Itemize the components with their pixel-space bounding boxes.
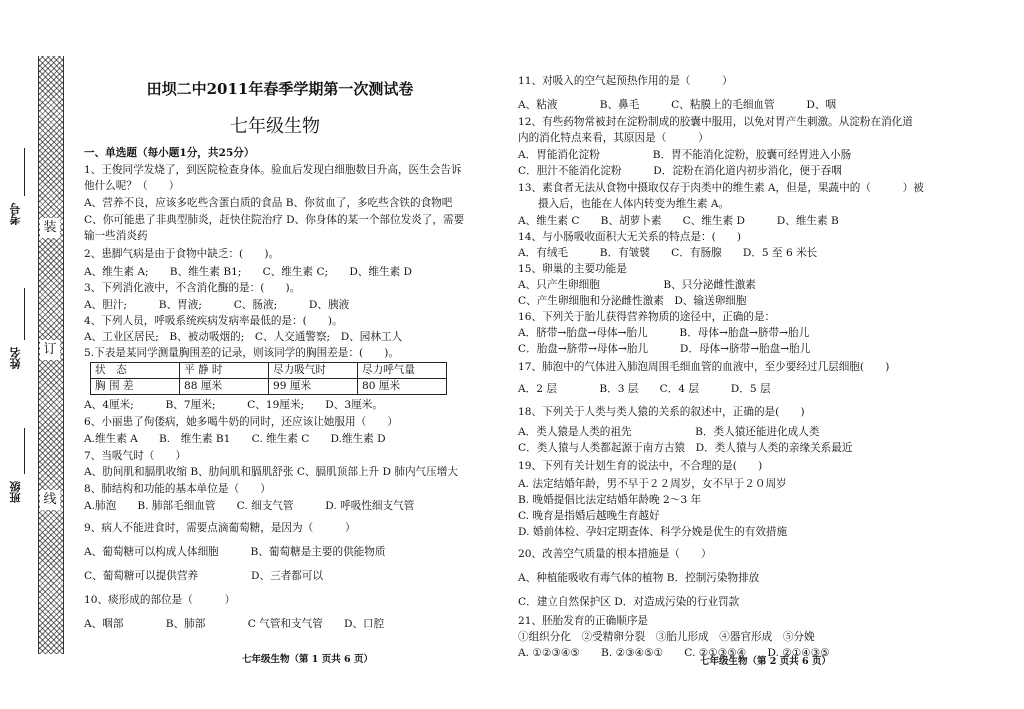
option-line: A.维生素 A B. 维生素 B1 C. 维生素 C D.维生素 D xyxy=(84,433,386,445)
question-line: 14、与小肠吸收面积大无关系的特点是：( ) xyxy=(518,231,742,243)
option-line: 输一些消炎药 xyxy=(84,230,148,242)
table-cell: 胸 围 差 xyxy=(91,379,180,395)
question-line: 6、小丽患了佝偻病，她多喝牛奶的同时，还应该让她服用（ ） xyxy=(84,416,398,428)
option-line: A．脐带→胎盘→母体→胎儿 B．母体→胎盘→脐带→胎儿 xyxy=(518,327,810,339)
question-line: 9、病人不能进食时，需要点滴葡萄糖，是因为（ ） xyxy=(84,522,356,534)
section-heading: 一、单选题（每小题1分，共25分） xyxy=(84,147,255,159)
question-line: 11、对吸入的空气起预热作用的是（ ） xyxy=(518,75,733,87)
exam-number-label: 考号 xyxy=(9,203,22,225)
option-line: A.肺泡 B. 肺部毛细血管 C. 细支气管 D. 呼吸性细支气管 xyxy=(84,500,415,512)
class-line xyxy=(24,428,25,474)
table-header-cell: 平 静 时 xyxy=(180,363,269,379)
question-line: 内的消化特点来看，其原因是（ ） xyxy=(518,132,709,144)
question-line: 他什么呢？（ ） xyxy=(84,180,180,192)
question-line: 12、有些药物常被封在淀粉制成的胶囊中服用，以免对胃产生刺激。从淀粉在消化道 xyxy=(518,116,913,128)
binding-word-zhuang: 装 xyxy=(40,218,60,238)
exam-subject: 七年级生物 xyxy=(230,116,320,137)
option-line: A、维生素 C B、胡萝卜素 C、维生素 D D、维生素 B xyxy=(518,215,839,227)
option-line: C．建立自然保护区 D．对造成污染的行业罚款 xyxy=(518,596,740,608)
option-line: B. 晚婚提倡比法定结婚年龄晚 2～3 年 xyxy=(518,494,702,506)
question-line: 3、下列消化液中，不含消化酶的是：( )。 xyxy=(84,282,301,294)
option-line: C．类人猿与人类都起源于南方古猿 D．类人猿与人类的亲缘关系最近 xyxy=(518,442,853,454)
option-line: A、4厘米; B、7厘米; C、19厘米; D、3厘米。 xyxy=(84,399,383,411)
option-line: C、产生卵细胞和分泌雌性激素 D、输送卵细胞 xyxy=(518,295,747,307)
option-line: A、营养不良，应该多吃些含蛋白质的食品 B、你贫血了，多吃些含铁的食物吧 xyxy=(84,197,453,209)
question-line: 13、素食者无法从食物中摄取仅存于肉类中的维生素 A，但是，果蔬中的（ ）被 xyxy=(518,182,924,194)
option-line: A、葡萄糖可以构成人体细胞 B、葡萄糖是主要的供能物质 xyxy=(84,546,386,558)
question-line: 8、肺结构和功能的基本单位是（ ） xyxy=(84,483,271,495)
name-label: 姓名 xyxy=(9,347,22,369)
table-header-cell: 状 态 xyxy=(91,363,180,379)
question-line: 19、下列有关计划生育的说法中，不合理的是( ) xyxy=(518,460,763,472)
option-line: A、胆汁; B、胃液; C、肠液; D、胰液 xyxy=(84,299,350,311)
option-line: D. 婚前体检、孕妇定期查体、科学分娩是优生的有效措施 xyxy=(518,526,788,538)
option-line: C．胆汁不能消化淀粉 D．淀粉在消化道内初步消化，便于吞咽 xyxy=(518,165,842,177)
option-line: A、粘液 B、鼻毛 C、粘膜上的毛细血管 D、咽 xyxy=(518,99,837,111)
table-cell: 80 厘米 xyxy=(358,379,447,395)
option-line: A．2 层 B．3 层 C．4 层 D．5 层 xyxy=(518,383,771,395)
chest-measurement-table xyxy=(90,362,447,395)
exam-title: 田坝二中2011年春季学期第一次测试卷 xyxy=(146,80,414,98)
question-line: 7、当吸气时（ ） xyxy=(84,450,187,462)
binding-word-xian: 线 xyxy=(40,490,60,510)
table-cell: 88 厘米 xyxy=(180,379,269,395)
option-line: A、咽部 B、肺部 C 气管和支气管 D、口腔 xyxy=(84,618,385,630)
option-line: C．胎盘→脐带→母体→胎儿 D．母体→脐带→胎盘→胎儿 xyxy=(518,343,811,355)
page-1-footer: 七年级生物（第 1 页共 6 页） xyxy=(242,654,373,665)
table-header-row xyxy=(91,363,447,379)
question-line: 17、肺泡中的气体进入肺泡周围毛细血管的血液中，至少要经过几层细胞( ) xyxy=(518,361,890,373)
option-line: C. 晚育是指婚后越晚生育越好 xyxy=(518,510,660,522)
option-line: A、肋间肌和膈肌收缩 B、肋间肌和膈肌舒张 C、膈肌顶部上升 D 肺内气压增大 xyxy=(84,466,458,478)
question-line: 4、下列人员，呼吸系统疾病发病率最低的是：( )。 xyxy=(84,315,343,327)
question-line: 摄入后，也能在人体内转变为维生素 A。 xyxy=(538,198,730,210)
question-line: 10、痰形成的部位是（ ） xyxy=(84,594,236,606)
option-line: A. 法定结婚年龄，男不早于２２周岁，女不早于２０周岁 xyxy=(518,478,787,490)
question-line: 21、胚胎发育的正确顺序是 xyxy=(518,615,649,627)
option-line: A、只产生卵细胞 B、只分泌雌性激素 xyxy=(518,279,756,291)
option-line: A、种植能吸收有毒气体的植物 B．控制污染物排放 xyxy=(518,572,760,584)
option-line: A、工业区居民; B、被动吸烟的; C、人交通警察; D、园林工人 xyxy=(84,331,403,343)
option-line: A．胃能消化淀粉 B．胃不能消化淀粉，胶囊可经胃进入小肠 xyxy=(518,149,852,161)
name-line xyxy=(24,288,25,340)
question-line: 20、改善空气质量的根本措施是（ ） xyxy=(518,548,712,560)
question-line: 5.下表是某同学测量胸围差的记录，则该同学的胸围差是：( )。 xyxy=(84,347,399,359)
page-2-footer: 七年级生物（第 2 页共 6 页） xyxy=(700,656,831,667)
exam-number-line xyxy=(24,148,25,196)
question-line: 16、下列关于胎儿获得营养物质的途径中，正确的是： xyxy=(518,311,776,323)
option-line: C、你可能患了非典型肺炎，赶快住院治疗 D、你身体的某一个部位发炎了，需要 xyxy=(84,214,465,226)
question-line: 18、下列关于人类与类人猿的关系的叙述中，正确的是( ) xyxy=(518,406,805,418)
table-cell: 99 厘米 xyxy=(269,379,358,395)
option-line: A．类人猿是人类的祖先 B．类人猿还能进化成人类 xyxy=(518,426,820,438)
table-row xyxy=(91,379,447,395)
binding-word-ding: 订 xyxy=(40,340,60,360)
question-line: 1、王俊同学发烧了，到医院检查身体。验血后发现白细胞数目升高，医生会告诉 xyxy=(84,164,462,176)
question-line: 15、卵巢的主要功能是 xyxy=(518,263,627,275)
table-header-cell: 尽力呼气量 xyxy=(358,363,447,379)
option-line: A．有绒毛 B．有皱襞 C．有肠腺 D．5 至 6 米长 xyxy=(518,247,818,259)
class-label: 班级 xyxy=(9,481,22,503)
option-line: A、维生素 A; B、维生素 B1; C、维生素 C; D、维生素 D xyxy=(84,266,413,278)
option-line: A. ①②③④⑤ B. ②③④⑤① C. ②①③⑤④ D. ②①④③⑤ xyxy=(518,647,830,659)
question-line: 2、患脚气病是由于食物中缺乏：( )。 xyxy=(84,248,280,260)
option-line: C、葡萄糖可以提供营养 D、三者都可以 xyxy=(84,570,324,582)
table-header-cell: 尽力吸气时 xyxy=(269,363,358,379)
option-line: ①组织分化 ②受精卵分裂 ③胎儿形成 ④器官形成 ⑤分娩 xyxy=(518,631,815,643)
